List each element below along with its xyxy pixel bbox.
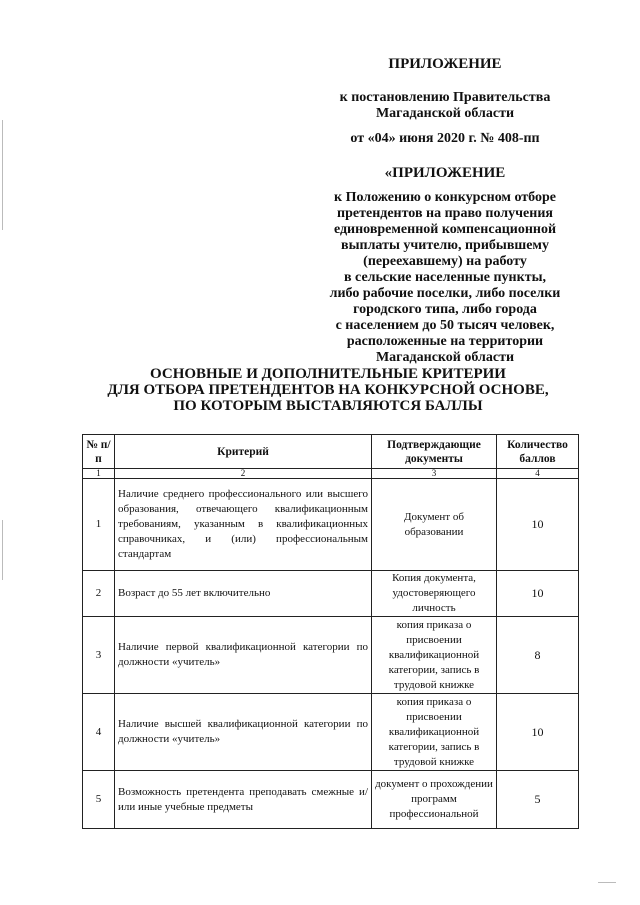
appendix-title: ПРИЛОЖЕНИЕ (388, 56, 502, 72)
scan-edge-mark (2, 120, 3, 230)
regulation-line: единовременной компенсационной (333, 222, 557, 237)
header-criterion: Критерий (115, 435, 372, 469)
row-documents: копия приказа о присвоении квалификационной категории, запись в трудовой книжке (372, 694, 497, 771)
appendix-header (300, 56, 590, 366)
row-number: 3 (83, 617, 115, 694)
regulation-line: городского типа, либо города (353, 302, 537, 317)
table-row (83, 771, 579, 829)
row-points: 10 (497, 694, 579, 771)
column-number: 4 (497, 469, 579, 479)
column-number: 3 (372, 469, 497, 479)
document-title (60, 366, 596, 414)
regulation-title: «ПРИЛОЖЕНИЕ (384, 165, 506, 181)
regulation-line: расположенные на территории (346, 334, 544, 349)
appendix-line: от «04» июня 2020 г. № 408-пп (350, 131, 540, 146)
scan-edge-mark (598, 882, 616, 883)
row-criterion: Возможность претендента преподавать смежные и/или иные учебные предметы (115, 771, 372, 829)
row-number: 2 (83, 571, 115, 617)
row-criterion: Наличие первой квалификационной категории по должности «учитель» (115, 617, 372, 694)
table-row (83, 479, 579, 571)
regulation-line: претендентов на право получения (337, 206, 553, 221)
row-number: 1 (83, 479, 115, 571)
row-criterion: Возраст до 55 лет включительно (115, 571, 372, 617)
column-number: 2 (115, 469, 372, 479)
row-points: 10 (497, 479, 579, 571)
row-points: 8 (497, 617, 579, 694)
row-documents: Документ об образовании (372, 479, 497, 571)
row-number: 5 (83, 771, 115, 829)
column-number-row (83, 469, 579, 479)
header-documents: Подтверждающие документы (372, 435, 497, 469)
table-row (83, 694, 579, 771)
title-line: ОСНОВНЫЕ И ДОПОЛНИТЕЛЬНЫЕ КРИТЕРИИ (150, 366, 506, 382)
row-points: 10 (497, 571, 579, 617)
appendix-line: к постановлению Правительства (339, 90, 551, 105)
header-num: № п/п (83, 435, 115, 469)
regulation-line: Магаданской области (375, 350, 515, 365)
row-documents: копия приказа о присвоении квалификационной категории, запись в трудовой книжке (372, 617, 497, 694)
title-line: ДЛЯ ОТБОРА ПРЕТЕНДЕНТОВ НА КОНКУРСНОЙ ОСНОВЕ, (107, 382, 549, 398)
row-documents: Копия документа, удостоверяющего личность (372, 571, 497, 617)
table-row (83, 617, 579, 694)
criteria-table (82, 434, 579, 829)
regulation-line: либо рабочие поселки, либо поселки (329, 286, 561, 301)
regulation-line: (переехавшему) на работу (363, 254, 527, 269)
row-number: 4 (83, 694, 115, 771)
appendix-line: Магаданской области (375, 106, 515, 121)
row-criterion: Наличие высшей квалификационной категории по должности «учитель» (115, 694, 372, 771)
regulation-line: в сельские населенные пункты, (344, 270, 546, 285)
regulation-line: с населением до 50 тысяч человек, (335, 318, 555, 333)
header-points: Количество баллов (497, 435, 579, 469)
scan-edge-mark (2, 520, 3, 580)
regulation-line: выплаты учителю, прибывшему (341, 238, 549, 253)
column-number: 1 (83, 469, 115, 479)
row-documents: документ о прохождении программ профессиональной (372, 771, 497, 829)
table-row (83, 571, 579, 617)
row-points: 5 (497, 771, 579, 829)
regulation-line: к Положению о конкурсном отборе (334, 190, 556, 205)
row-criterion: Наличие среднего профессионального или высшего образования, отвечающего квалификационным требованиям, указанным в квалификационных справочниках, и (или) профессиональным стандартам (115, 479, 372, 571)
title-line: ПО КОТОРЫМ ВЫСТАВЛЯЮТСЯ БАЛЛЫ (173, 398, 483, 414)
